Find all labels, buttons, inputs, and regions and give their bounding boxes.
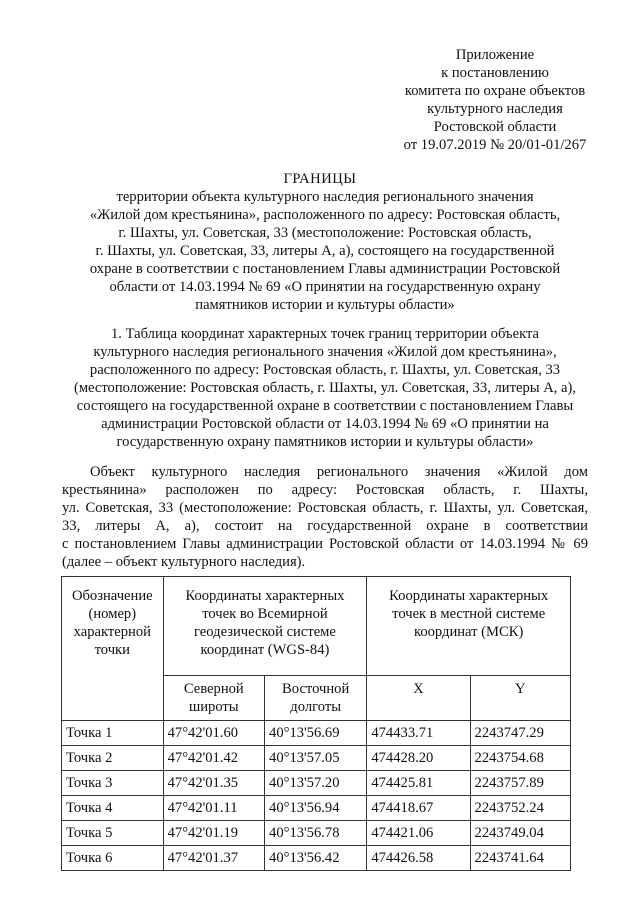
cell-lat: 47°42'01.19 — [163, 821, 264, 846]
appendix-line: Приложение — [455, 47, 535, 63]
cell-x: 474418.67 — [367, 796, 470, 821]
paragraph-line: крестьянина» расположен по адресу: Ростовская область, г. Шахты, — [62, 482, 588, 498]
header-y: Y — [470, 676, 570, 721]
section-line: администрации Ростовской области от 14.03.1994 № 69 «О принятии на — [101, 416, 549, 432]
section-line: 1. Таблица координат характерных точек границ территории объекта — [110, 326, 539, 342]
appendix-line: комитета по охране объектов — [404, 83, 586, 99]
cell-x: 474428.20 — [367, 746, 470, 771]
cell-lat: 47°42'01.37 — [163, 846, 264, 871]
header-msk: Координаты характерных точек в местной системе координат (МСК) — [367, 577, 571, 676]
section-line: государственную охрану памятников истории и культуры области» — [116, 434, 534, 450]
section-line: состоящего на государственной охране в соответствии с постановлением Главы — [76, 398, 574, 414]
header-wgs: Координаты характерных точек во Всемирной геодезической системе координат (WGS-84) — [163, 577, 367, 676]
paragraph-line: Объект культурного наследия регионального значения «Жилой дом — [90, 464, 588, 480]
header-x: X — [367, 676, 470, 721]
cell-point: Точка 1 — [62, 721, 164, 746]
cell-x: 474433.71 — [367, 721, 470, 746]
cell-x: 474421.06 — [367, 821, 470, 846]
appendix-header — [390, 46, 600, 154]
paragraph-line: ул. Советская, 33 (местоположение: Ростовская область, г. Шахты, ул. Советская, — [62, 500, 588, 516]
appendix-line: к постановлению — [441, 65, 549, 81]
section-line: (местоположение: Ростовская область, г. Шахты, ул. Советская, 33, литеры А, а), — [73, 380, 577, 396]
header-lon: Восточной долготы — [265, 676, 367, 721]
paragraph-line: с постановлением Главы администрации Ростовской области от 14.03.1994 № 69 — [62, 536, 588, 552]
subtitle-line: охране в соответствии с постановлением Главы администрации Ростовской — [89, 261, 561, 277]
table-row — [62, 846, 571, 871]
subtitle-line: г. Шахты, ул. Советская, 33, литеры А, а), состоящего на государственной — [95, 243, 555, 259]
paragraph-line: 33, литеры А, а), состоит на государственной охране в соответствии — [62, 518, 588, 534]
cell-y: 2243757.89 — [470, 771, 570, 796]
subtitle-line: области от 14.03.1994 № 69 «О принятии на государственную охрану — [109, 279, 541, 295]
appendix-line: Ростовской области — [433, 119, 557, 135]
cell-lon: 40°13'57.20 — [265, 771, 367, 796]
appendix-line: культурного наследия — [427, 101, 563, 117]
cell-y: 2243741.64 — [470, 846, 570, 871]
subtitle-line: территории объекта культурного наследия регионального значения — [116, 189, 534, 205]
subtitle-line: г. Шахты, ул. Советская, 33 (местоположение: Ростовская область, — [118, 225, 532, 241]
cell-point: Точка 4 — [62, 796, 164, 821]
cell-lat: 47°42'01.60 — [163, 721, 264, 746]
table-row — [62, 821, 571, 846]
section-line: культурного наследия регионального значения «Жилой дом крестьянина», — [93, 344, 557, 360]
cell-lat: 47°42'01.42 — [163, 746, 264, 771]
body-paragraph — [62, 463, 588, 571]
cell-lat: 47°42'01.11 — [163, 796, 264, 821]
cell-lon: 40°13'56.94 — [265, 796, 367, 821]
subtitle-line: «Жилой дом крестьянина», расположенного по адресу: Ростовская область, — [89, 207, 561, 223]
cell-lon: 40°13'56.42 — [265, 846, 367, 871]
subtitle-line: памятников истории и культуры области» — [195, 297, 455, 313]
cell-lat: 47°42'01.35 — [163, 771, 264, 796]
section-line: расположенного по адресу: Ростовская область, г. Шахты, ул. Советская, 33 — [89, 362, 561, 378]
table-row — [62, 746, 571, 771]
table-row — [62, 771, 571, 796]
cell-point: Точка 3 — [62, 771, 164, 796]
table-row — [62, 721, 571, 746]
cell-point: Точка 6 — [62, 846, 164, 871]
header-lat: Северной широты — [163, 676, 264, 721]
document-title: ГРАНИЦЫ — [283, 171, 357, 187]
cell-y: 2243749.04 — [470, 821, 570, 846]
section-heading — [50, 325, 600, 451]
table-row — [62, 796, 571, 821]
cell-lon: 40°13'56.78 — [265, 821, 367, 846]
cell-point: Точка 2 — [62, 746, 164, 771]
paragraph-line: (далее – объект культурного наследия). — [62, 554, 306, 570]
header-designation: Обозначение (номер) характерной точки — [62, 577, 164, 721]
cell-y: 2243747.29 — [470, 721, 570, 746]
cell-lon: 40°13'57.05 — [265, 746, 367, 771]
cell-x: 474425.81 — [367, 771, 470, 796]
cell-x: 474426.58 — [367, 846, 470, 871]
cell-point: Точка 5 — [62, 821, 164, 846]
cell-y: 2243752.24 — [470, 796, 570, 821]
appendix-line: от 19.07.2019 № 20/01-01/267 — [403, 137, 587, 153]
document-subtitle — [60, 188, 590, 314]
cell-lon: 40°13'56.69 — [265, 721, 367, 746]
coordinates-table — [61, 576, 571, 871]
cell-y: 2243754.68 — [470, 746, 570, 771]
